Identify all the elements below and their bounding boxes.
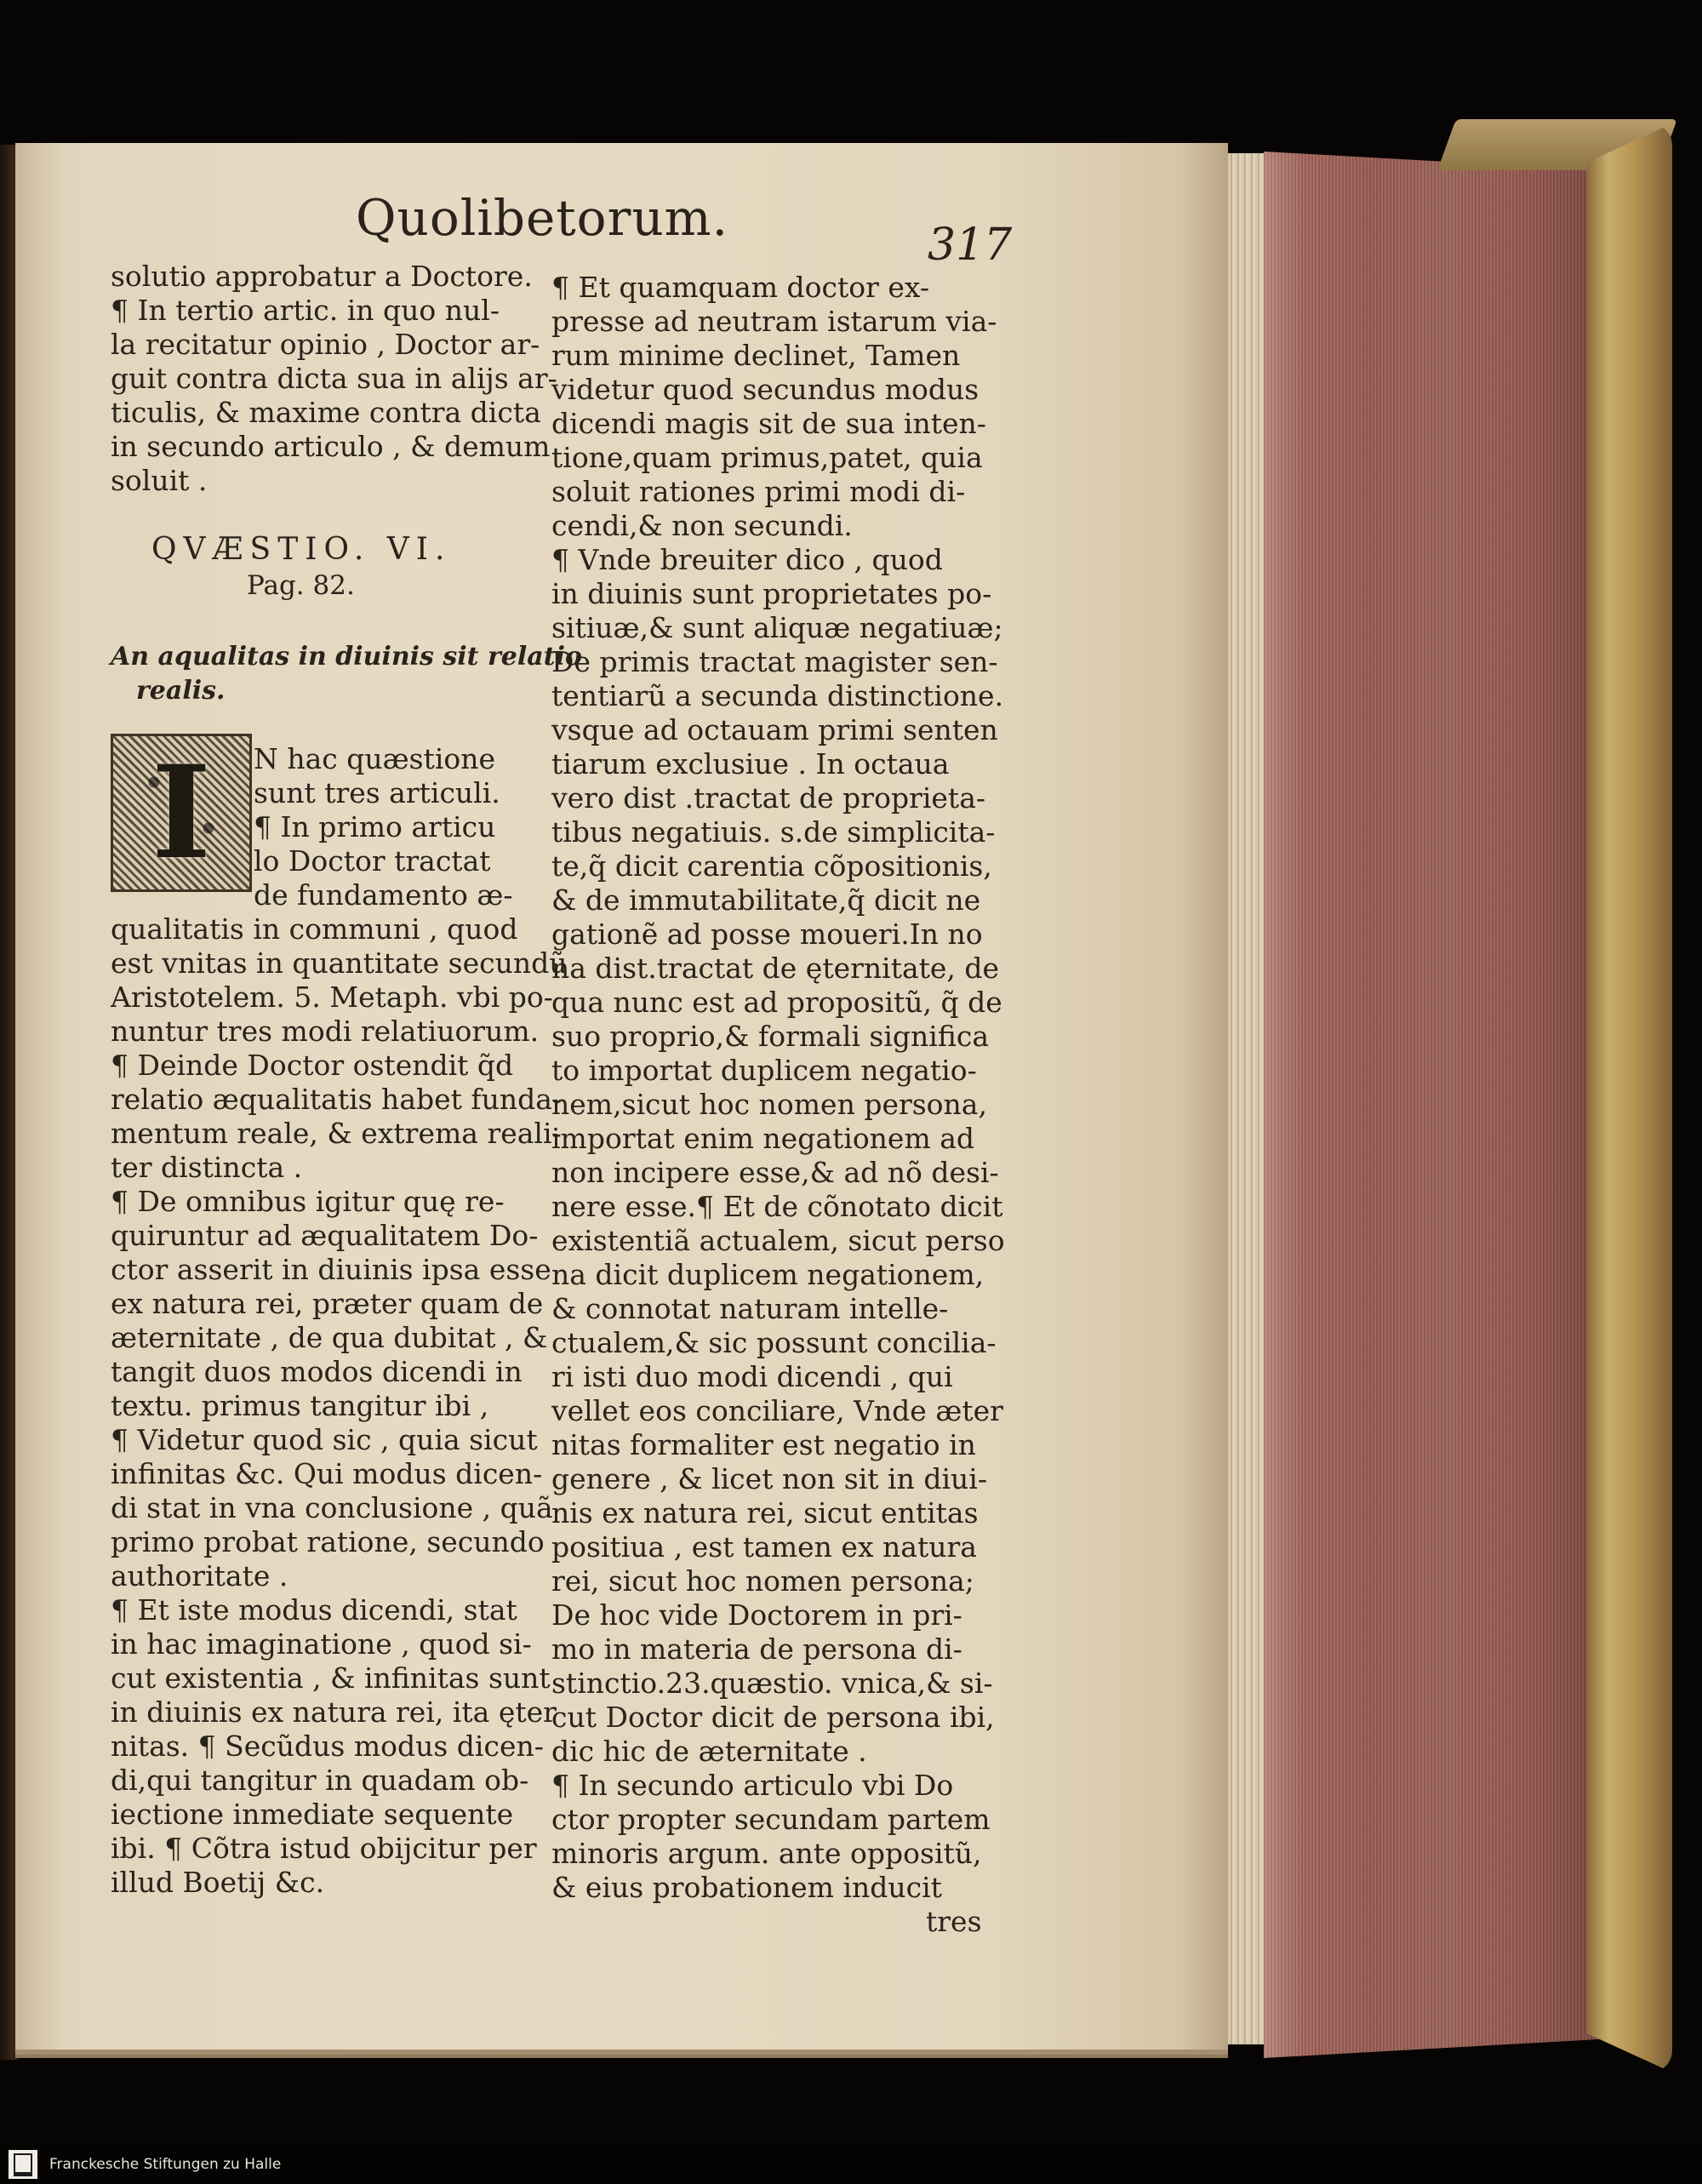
left-column-body: [111, 912, 568, 1900]
text-line: relatio æqualitatis habet funda-: [111, 1083, 563, 1116]
footer-bar: [0, 2145, 1702, 2184]
text-line: ticulis, & maxime contra dicta: [111, 396, 541, 429]
text-line: sitiuæ,& sunt aliquæ negatiuæ;: [551, 611, 1003, 644]
text-line: nem,sicut hoc nomen persona,: [551, 1088, 987, 1121]
text-line: ¶ Deinde Doctor ostendit q̃d: [111, 1049, 514, 1082]
text-line: tibus negatiuis. s.de simplicita-: [551, 815, 996, 849]
text-line: ctor asserit in diuinis ipsa esse: [111, 1253, 551, 1286]
text-line: existentiã actualem, sicut perso: [551, 1224, 1005, 1257]
text-line: textu. primus tangitur ibi ,: [111, 1389, 489, 1422]
text-line: nuntur tres modi relatiuorum.: [111, 1015, 540, 1048]
text-line: ¶ De omnibus igitur quę re-: [111, 1185, 505, 1218]
text-line: ctualem,& sic possunt concilia-: [551, 1326, 997, 1359]
initial-letter: I: [151, 738, 212, 888]
quaestio-title: [111, 640, 582, 708]
text-line: cendi,& non secundi.: [551, 509, 853, 542]
text-line: & de immutabilitate,q̃ dicit ne: [551, 883, 981, 917]
text-line: in diuinis ex natura rei, ita ęter: [111, 1695, 557, 1729]
text-line: nitas. ¶ Secũdus modus dicen-: [111, 1729, 544, 1763]
text-line: primo probat ratione, secundo: [111, 1525, 545, 1558]
text-line: ctor propter secundam partem: [551, 1803, 991, 1836]
text-line: cut existentia , & infinitas sunt: [111, 1661, 551, 1695]
text-line: te,q̃ dicit carentia cõpositionis,: [551, 849, 992, 883]
text-line: ¶ Vnde breuiter dico , quod: [551, 543, 943, 576]
text-line: importat enim negationem ad: [551, 1122, 975, 1155]
institution-logo-icon[interactable]: [9, 2150, 37, 2179]
text-line: & eius probationem inducit: [551, 1871, 942, 1904]
text-line: soluit rationes primi modi di-: [551, 475, 966, 508]
text-line: ¶ In secundo articulo vbi Do: [551, 1769, 954, 1802]
text-line: presse ad neutram istarum via-: [551, 305, 997, 338]
text-line: De hoc vide Doctorem in pri-: [551, 1598, 962, 1632]
text-line: tentiarũ a secunda distinctione.: [551, 679, 1004, 712]
text-line: cut Doctor dicit de persona ibi,: [551, 1701, 995, 1734]
text-line: dic hic de æternitate .: [551, 1735, 867, 1768]
text-line: non incipere esse,& ad nõ desi-: [551, 1156, 999, 1189]
text-line: qualitatis in communi , quod: [111, 912, 518, 946]
text-line: nitas formaliter est negatio in: [551, 1428, 976, 1461]
text-line: de fundamento æ-: [254, 878, 513, 912]
text-line: guit contra dicta sua in alijs ar-: [111, 362, 557, 395]
text-line: qua nunc est ad propositũ, q̃ de: [551, 986, 1002, 1019]
decorated-initial: [111, 734, 252, 892]
text-line: N hac quæstione: [254, 742, 496, 775]
text-line: na dicit duplicem negationem,: [551, 1258, 985, 1291]
quaestio-heading: QVÆSTIO. VI.: [151, 532, 452, 567]
title-line: An aqualitas in diuinis sit relatio: [111, 642, 582, 672]
text-line: di,qui tangitur in quadam ob-: [111, 1764, 529, 1797]
page-stack: [1228, 153, 1264, 2044]
text-line: sunt tres articuli.: [254, 776, 500, 809]
text-line: videtur quod secundus modus: [551, 373, 980, 406]
text-line: rei, sicut hoc nomen persona;: [551, 1564, 974, 1598]
institution-name: Franckesche Stiftungen zu Halle: [49, 2156, 282, 2173]
text-line: in diuinis sunt proprietates po-: [551, 577, 992, 610]
text-line: ri isti duo modi dicendi , qui: [551, 1360, 953, 1393]
catchword: tres: [926, 1905, 982, 1938]
text-line: ibi. ¶ Cõtra istud obijcitur per: [111, 1832, 537, 1865]
text-line: ¶ Et iste modus dicendi, stat: [111, 1593, 517, 1627]
vellum-cover: [1587, 123, 1672, 2073]
text-line: Aristotelem. 5. Metaph. vbi po-: [111, 981, 553, 1014]
red-page-edges: [1264, 152, 1604, 2058]
text-line: gationẽ ad posse moueri.In no: [551, 918, 983, 951]
text-line: positiua , est tamen ex natura: [551, 1530, 977, 1564]
text-line: minoris argum. ante oppositũ,: [551, 1837, 982, 1870]
text-line: suo proprio,& formali significa: [551, 1020, 989, 1053]
text-line: mentum reale, & extrema reali-: [111, 1117, 562, 1150]
text-line: tione,quam primus,patet, quia: [551, 441, 983, 474]
text-line: rum minime declinet, Tamen: [551, 339, 961, 372]
text-line: nere esse.¶ Et de cõnotato dicit: [551, 1190, 1003, 1223]
text-line: vero dist .tractat de proprieta-: [551, 781, 986, 815]
text-line: ¶ In primo articu: [254, 810, 496, 843]
text-line: genere , & licet non sit in diui-: [551, 1462, 987, 1495]
text-line: De primis tractat magister sen-: [551, 645, 998, 678]
text-line: in secundo articulo , & demum: [111, 430, 551, 463]
text-line: tangit duos modos dicendi in: [111, 1355, 523, 1388]
text-line: dicendi magis sit de sua inten-: [551, 407, 986, 440]
page-number: 317: [928, 220, 1013, 271]
text-line: solutio approbatur a Doctore.: [111, 260, 533, 293]
text-line: iectione inmediate sequente: [111, 1798, 514, 1831]
right-column: [551, 271, 1005, 1939]
text-line: soluit .: [111, 464, 208, 497]
text-line: authoritate .: [111, 1559, 288, 1592]
text-line: æternitate , de qua dubitat , &: [111, 1321, 548, 1354]
text-line: in hac imaginatione , quod si-: [111, 1627, 532, 1661]
title-line: realis.: [136, 676, 226, 706]
text-line: tiarum exclusiue . In octaua: [551, 747, 950, 780]
text-line: ter distincta .: [111, 1151, 303, 1184]
text-line: ¶ In tertio artic. in quo nul-: [111, 294, 500, 327]
text-line: nis ex natura rei, sicut entitas: [551, 1496, 979, 1529]
text-line: illud Boetij &c.: [111, 1866, 325, 1899]
text-line: infinitas &c. Qui modus dicen-: [111, 1457, 543, 1490]
running-header: Quolibetorum.: [356, 189, 729, 247]
text-line: & connotat naturam intelle-: [551, 1292, 949, 1325]
text-line: stinctio.23.quæstio. vnica,& si-: [551, 1667, 993, 1700]
text-line: di stat in vna conclusione , quã: [111, 1491, 553, 1524]
text-line: to importat duplicem negatio-: [551, 1054, 977, 1087]
left-column-top: [111, 260, 557, 498]
text-line: lo Doctor tractat: [254, 844, 491, 878]
text-line: ¶ Et quamquam doctor ex-: [551, 271, 930, 304]
text-line: est vnitas in quantitate secundũ: [111, 946, 568, 980]
text-line: mo in materia de persona di-: [551, 1632, 962, 1666]
text-line: quiruntur ad æqualitatem Do-: [111, 1219, 539, 1252]
text-line: vsque ad octauam primi senten: [551, 713, 998, 746]
text-line: vellet eos conciliare, Vnde æter: [551, 1394, 1003, 1427]
page-reference: Pag. 82.: [247, 570, 355, 601]
text-line: la recitatur opinio , Doctor ar-: [111, 328, 540, 361]
text-line: ¶ Videtur quod sic , quia sicut: [111, 1423, 538, 1456]
text-line: na dist.tractat de ęternitate, de: [551, 952, 1000, 985]
text-line: ex natura rei, præter quam de: [111, 1287, 544, 1320]
left-column-drop: [254, 742, 513, 912]
